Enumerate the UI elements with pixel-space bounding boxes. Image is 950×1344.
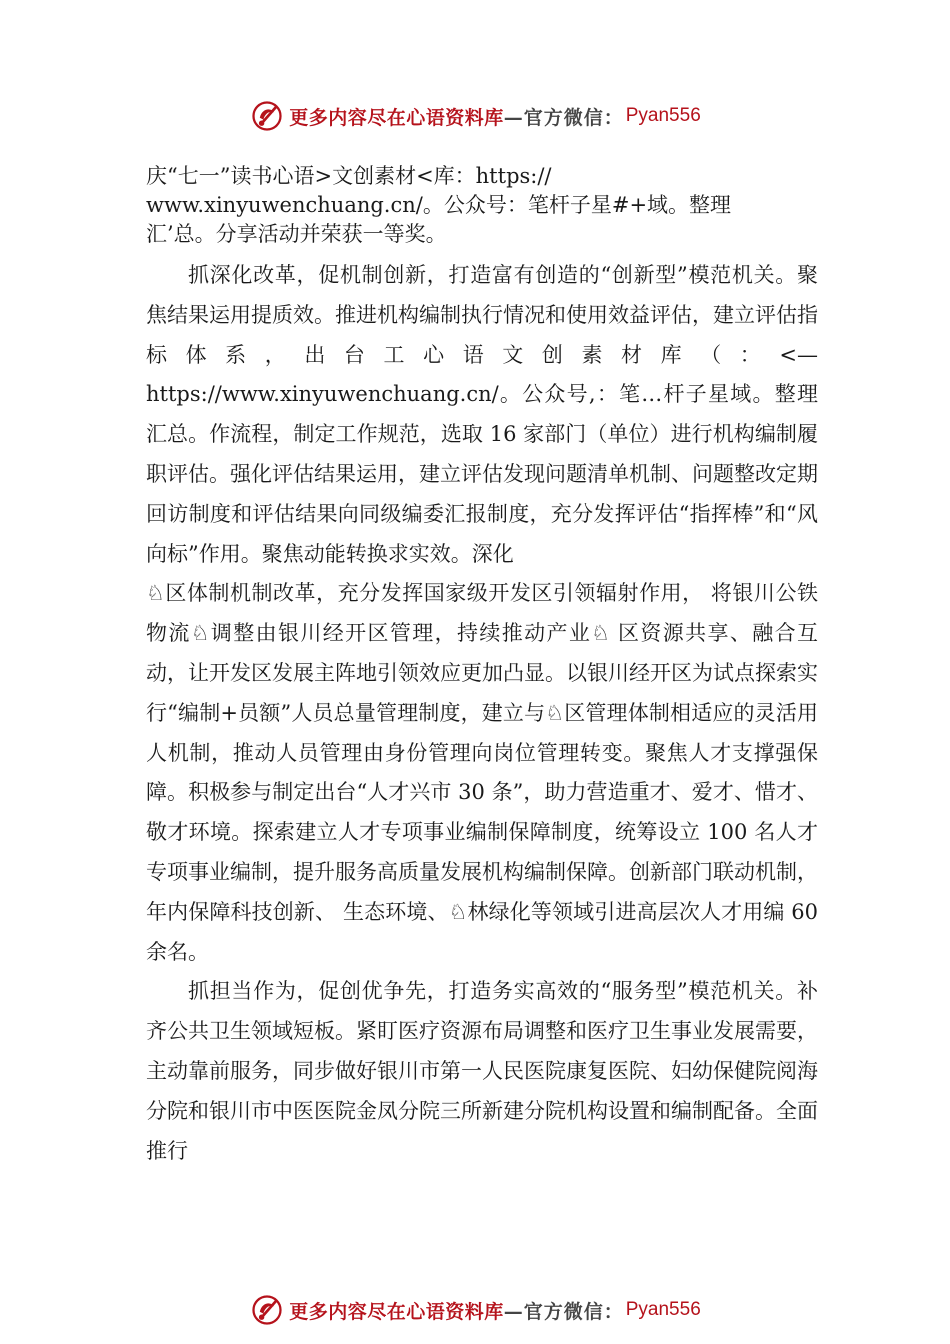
banner-wechat-handle: Pyan556 <box>625 1299 701 1320</box>
header-line: www.xinyuwenchuang.cn/。公众号：笔杆子星#+域。整理 <box>146 193 732 217</box>
banner-wechat-label: —官方微信： <box>503 106 624 129</box>
document-body <box>146 256 818 1171</box>
banner-wechat-label: —官方微信： <box>503 1300 624 1323</box>
header-paragraph <box>146 162 826 249</box>
paragraph-innovation: 抓深化改革，促机制创新，打造富有创造的“创新型”模范机关。聚焦结果运用提质效。推进机构编制执行情况和使用效益评估，建立评估指标体系，出台工心语文创素材库（：<—https://www.xinyuwenchuang.cn/。公众号,：笔…杆子星域。整理汇总。作流程，制定工作规范，选取 16 家部门（单位）进行机构编制履职评估。强化评估结果运用，建立评估发现问题清单机制、问题整改定期回访制度和评估结果向同级编委汇报制度，充分发挥评估“指挥棒”和“风向标”作用。聚焦动能转换求实效。深化 <box>146 263 818 566</box>
flower-pen-logo-icon <box>249 98 285 134</box>
flower-pen-logo-icon <box>249 1292 285 1328</box>
paragraph-service: 抓担当作为，促创优争先，打造务实高效的“服务型”模范机关。补齐公共卫生领域短板。紧盯医疗资源布局调整和医疗卫生事业发展需要，主动靠前服务，同步做好银川市第一人民医院康复医院、妇幼保健院阅海分院和银川市中医医院金凤分院三所新建分院机构设置和编制配备。全面推行 <box>146 979 818 1163</box>
header-line: 汇’总。分享活动并荣获一等奖。 <box>146 222 447 246</box>
banner-title: 更多内容尽在心语资料库 <box>289 1300 504 1323</box>
bottom-banner <box>0 1288 950 1332</box>
paragraph-reform: ♘区体制机制改革，充分发挥国家级开发区引领辐射作用， 将银川公铁物流♘调整由银川经开区管理，持续推动产业♘ 区资源共享、融合互动，让开发区发展主阵地引领效应更加凸显。以银川经开区为试点探索实行“编制+员额”人员总量管理制度，建立与♘区管理体制相适应的灵活用人机制，推动人员管理由身份管理向岗位管理转变。聚焦人才支撑强保障。积极参与制定出台“人才兴市 30 条”，助力营造重才、爱才、惜才、敬才环境。探索建立人才专项事业编制保障制度，统筹设立 100 名人才专项事业编制，提升服务高质量发展机构编制保障。创新部门联动机制，年内保障科技创新、 生态环境、♘林绿化等领域引进高层次人才用编 60 余名。 <box>146 581 818 964</box>
banner-wechat-handle: Pyan556 <box>625 105 701 126</box>
header-line: 庆“七一”读书心语>文创素材<库：https:// <box>146 164 552 188</box>
banner-title: 更多内容尽在心语资料库 <box>289 106 504 129</box>
top-banner <box>0 94 950 138</box>
